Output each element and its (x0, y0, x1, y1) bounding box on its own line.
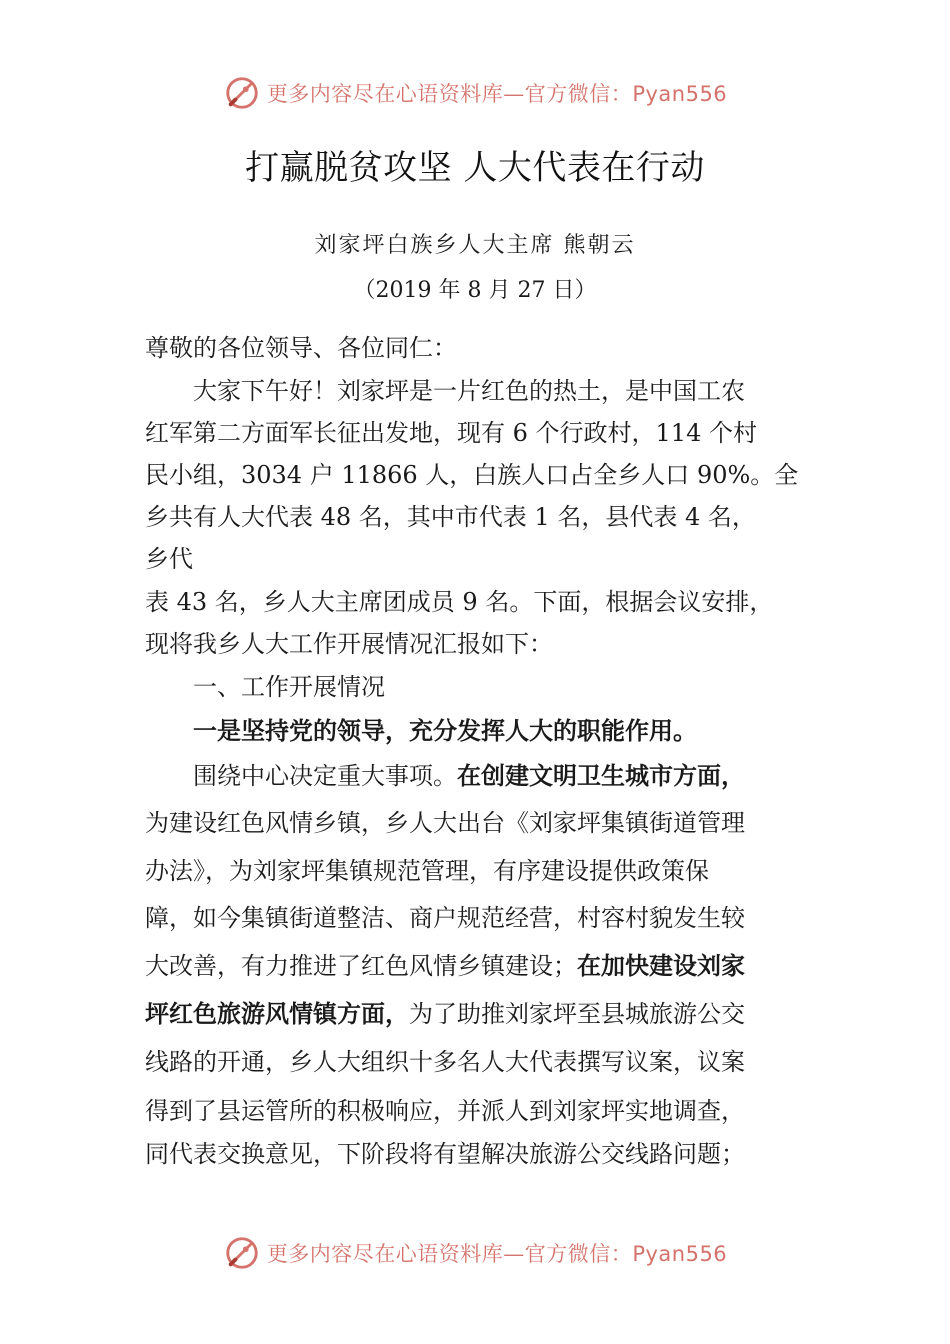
body-line: 坪红色旅游风情镇方面，为了助推刘家坪至县城旅游公交 (145, 1000, 745, 1028)
body-line: 现将我乡人大工作开展情况汇报如下： (145, 630, 553, 658)
body-line: 大改善，有力推进了红色风情乡镇建设；在加快建设刘家 (145, 952, 745, 980)
logo-icon (223, 1234, 261, 1272)
body-line: 民小组，3034 户 11866 人，白族人口占全乡人口 90%。全 (145, 461, 799, 489)
body-line: 线路的开通，乡人大组织十多名人大代表撰写议案，议案 (145, 1048, 745, 1076)
body-line: 同代表交换意见，下阶段将有望解决旅游公交线路问题； (145, 1140, 745, 1168)
emphasis-text: 坪红色旅游风情镇方面， (145, 1000, 409, 1028)
wechat-id: Pyan556 (632, 82, 728, 106)
watermark-banner-bottom (0, 1230, 950, 1276)
subsection-heading: 一是坚持党的领导，充分发挥人大的职能作用。 (193, 716, 697, 745)
watermark-banner-top (0, 70, 950, 116)
body-line: 乡代 (145, 545, 193, 573)
page-title: 打赢脱贫攻坚 人大代表在行动 (245, 148, 705, 188)
body-line: 大家下午好！刘家坪是一片红色的热土，是中国工农 (193, 377, 745, 405)
wechat-id: Pyan556 (632, 1242, 728, 1266)
logo-icon (223, 74, 261, 112)
body-line: 障，如今集镇街道整洁、商户规范经营，村容村貌发生较 (145, 904, 745, 932)
byline: 刘家坪白族乡人大主席 熊朝云 (314, 233, 636, 258)
watermark-text: 更多内容尽在心语资料库—官方微信：Pyan556 (266, 82, 728, 106)
body-line: 乡共有人大代表 48 名，其中市代表 1 名，县代表 4 名， (145, 503, 756, 531)
body-line: 为建设红色风情乡镇，乡人大出台《刘家坪集镇街道管理 (145, 809, 745, 837)
date-line: （2019 年 8 月 27 日） (353, 278, 597, 303)
emphasis-text: 在加快建设刘家 (577, 952, 745, 980)
body-line: 得到了县运管所的积极响应，并派人到刘家坪实地调查， (145, 1097, 745, 1125)
body-line: 表 43 名，乡人大主席团成员 9 名。下面，根据会议安排， (145, 588, 774, 616)
body-line: 红军第二方面军长征出发地，现有 6 个行政村，114 个村 (145, 419, 757, 447)
body-line: 办法》，为刘家坪集镇规范管理，有序建设提供政策保 (145, 857, 709, 885)
salutation: 尊敬的各位领导、各位同仁： (145, 334, 457, 362)
body-line: 围绕中心决定重大事项。在创建文明卫生城市方面， (193, 762, 745, 790)
emphasis-text: 在创建文明卫生城市方面， (457, 762, 745, 790)
watermark-text: 更多内容尽在心语资料库—官方微信：Pyan556 (266, 1242, 728, 1266)
section-heading: 一、工作开展情况 (193, 673, 385, 701)
